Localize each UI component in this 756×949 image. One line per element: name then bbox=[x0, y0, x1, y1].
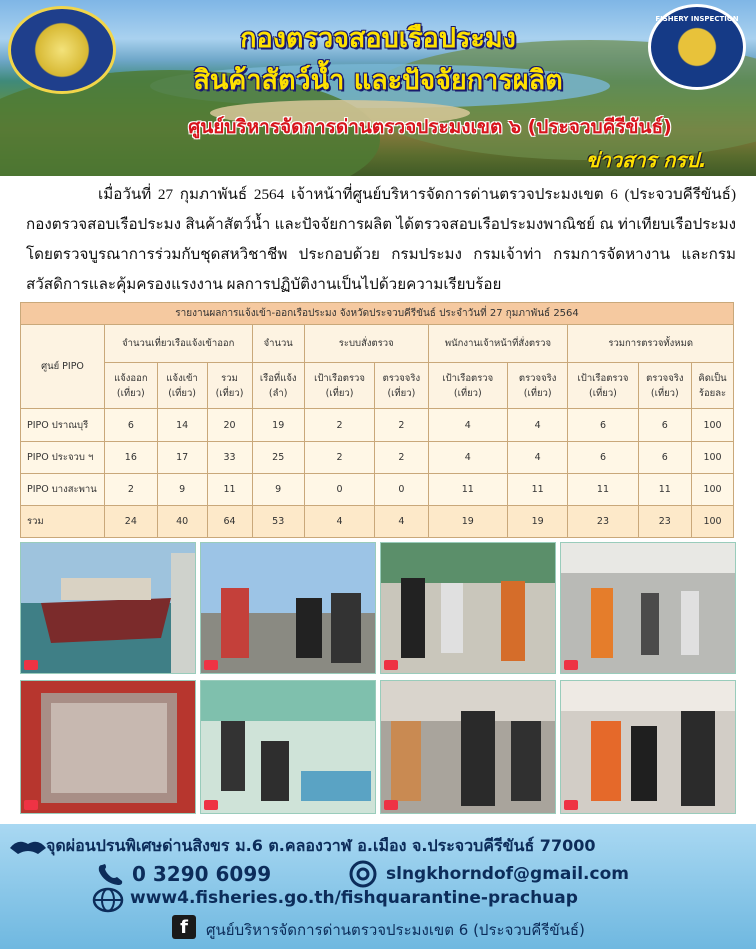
sub-header bbox=[157, 363, 207, 409]
header-label: (ลำ) bbox=[268, 387, 288, 399]
group-total-header: รวมการตรวจทั้งหมด bbox=[568, 325, 734, 363]
title-line-1: กองตรวจสอบเรือประมง bbox=[240, 23, 516, 54]
table-cell: 100 bbox=[692, 473, 734, 505]
table-cell: 16 bbox=[105, 441, 158, 473]
sub-header bbox=[428, 363, 507, 409]
table-row bbox=[21, 441, 734, 473]
header-label: (เที่ยว) bbox=[116, 387, 145, 399]
table-cell: 2 bbox=[304, 409, 374, 441]
table-cell: 19 bbox=[507, 505, 567, 537]
header-label: แจ้งออก bbox=[114, 372, 148, 384]
table-cell: 9 bbox=[252, 473, 304, 505]
table-cell: 11 bbox=[428, 473, 507, 505]
table-cell: 100 bbox=[692, 441, 734, 473]
title-line-2: สินค้าสัตว์น้ำ และปัจจัยการผลิต bbox=[193, 65, 563, 96]
table-cell: 11 bbox=[568, 473, 638, 505]
table-cell: 2 bbox=[304, 441, 374, 473]
table-cell: 20 bbox=[207, 409, 252, 441]
sub-header bbox=[375, 363, 428, 409]
group-officer-header: พนักงานเจ้าหน้าที่สั่งตรวจ bbox=[428, 325, 568, 363]
header-label: ตรวจจริง bbox=[646, 372, 684, 384]
header-label: รวม bbox=[221, 372, 238, 384]
header-label: คิดเป็น bbox=[698, 372, 727, 384]
table-cell: 4 bbox=[428, 441, 507, 473]
interview-illustration bbox=[561, 681, 736, 814]
sub-header bbox=[692, 363, 734, 409]
header-label: (เที่ยว) bbox=[215, 387, 244, 399]
photo-officers-checking-documents-on-pier bbox=[200, 542, 376, 674]
handshake-icon bbox=[8, 834, 48, 858]
table-cell: 4 bbox=[375, 505, 428, 537]
email-text[interactable]: slngkhorndof@gmail.com bbox=[386, 864, 629, 884]
table-cell: 64 bbox=[207, 505, 252, 537]
header-label: แจ้งเข้า bbox=[166, 372, 198, 384]
sub-header bbox=[252, 363, 304, 409]
sub-header bbox=[105, 363, 158, 409]
location-flag-icon bbox=[564, 800, 578, 810]
report-table bbox=[20, 302, 734, 538]
table-cell: PIPO บางสะพาน bbox=[21, 473, 105, 505]
sub-header bbox=[638, 363, 691, 409]
table-cell: PIPO ปราณบุรี bbox=[21, 409, 105, 441]
table-cell: 6 bbox=[568, 441, 638, 473]
shelter-illustration bbox=[561, 543, 736, 674]
header-label: ตรวจจริง bbox=[518, 372, 557, 384]
location-flag-icon bbox=[204, 660, 218, 670]
table-cell: 11 bbox=[507, 473, 567, 505]
table-cell: 17 bbox=[157, 441, 207, 473]
facebook-icon[interactable]: f bbox=[172, 915, 196, 939]
table-cell: รวม bbox=[21, 505, 105, 537]
table-cell: 100 bbox=[692, 505, 734, 537]
photo-officers-with-crew-on-dock bbox=[380, 542, 556, 674]
table-cell: 25 bbox=[252, 441, 304, 473]
header-label: (เที่ยว) bbox=[589, 387, 617, 399]
sub-header bbox=[207, 363, 252, 409]
dock-illustration bbox=[381, 543, 556, 674]
table-cell: 11 bbox=[207, 473, 252, 505]
table-cell: 2 bbox=[375, 409, 428, 441]
sub-header bbox=[304, 363, 374, 409]
table-cell: 14 bbox=[157, 409, 207, 441]
facebook-page-name[interactable]: ศูนย์บริหารจัดการด่านตรวจประมงเขต 6 (ประจวบคีรีขันธ์) bbox=[206, 921, 585, 939]
table-cell: 0 bbox=[375, 473, 428, 505]
location-flag-icon bbox=[564, 660, 578, 670]
officers-illustration bbox=[201, 543, 376, 674]
header-label: เป้าเรือตรวจ bbox=[314, 372, 365, 384]
table-cell: 19 bbox=[428, 505, 507, 537]
office-illustration bbox=[201, 681, 376, 814]
photo-officers-at-inspection-office bbox=[200, 680, 376, 814]
header-label: (เที่ยว) bbox=[650, 387, 679, 399]
address-text: จุดผ่อนปรนพิเศษด่านสิงขร ม.6 ต.คลองวาฬ อ.เมือง จ.ประจวบคีรีขันธ์ 77000 bbox=[46, 836, 596, 855]
fishery-inspection-seal-icon bbox=[648, 4, 746, 90]
seal-text: FISHERY INSPECTION bbox=[655, 15, 739, 23]
group-system-header: ระบบสั่งตรวจ bbox=[304, 325, 428, 363]
contact-footer bbox=[0, 824, 756, 949]
table-row bbox=[21, 473, 734, 505]
table-cell: 0 bbox=[304, 473, 374, 505]
table-cell: 4 bbox=[428, 409, 507, 441]
table-cell: 53 bbox=[252, 505, 304, 537]
news-tag: ข่าวสาร กรป. bbox=[586, 148, 707, 172]
location-flag-icon bbox=[204, 800, 218, 810]
header-label: (เที่ยว) bbox=[453, 387, 482, 399]
table-cell: 23 bbox=[638, 505, 691, 537]
header-label: เรือที่แจ้ง bbox=[259, 372, 297, 384]
table-cell: 6 bbox=[105, 409, 158, 441]
table-cell: 4 bbox=[304, 505, 374, 537]
table-total-row bbox=[21, 505, 734, 537]
table-cell: 2 bbox=[375, 441, 428, 473]
group-count-header: จำนวน bbox=[252, 325, 304, 363]
table-cell: 4 bbox=[507, 409, 567, 441]
table-cell: 6 bbox=[638, 409, 691, 441]
title-line-3: ศูนย์บริหารจัดการด่านตรวจประมงเขต ๖ (ประจวบคีรีขันธ์) bbox=[188, 116, 672, 138]
location-flag-icon bbox=[24, 800, 38, 810]
location-flag-icon bbox=[384, 660, 398, 670]
photo-fish-catch-in-hold bbox=[20, 680, 196, 814]
website-link[interactable]: www4.fisheries.go.th/fishquarantine-prachuap bbox=[130, 888, 578, 908]
sub-header bbox=[568, 363, 638, 409]
table-cell: 19 bbox=[252, 409, 304, 441]
table-cell: 24 bbox=[105, 505, 158, 537]
col-center-header: ศูนย์ PIPO bbox=[21, 325, 105, 409]
location-flag-icon bbox=[24, 660, 38, 670]
sub-header bbox=[507, 363, 567, 409]
table-cell: 100 bbox=[692, 409, 734, 441]
email-at-icon bbox=[348, 860, 378, 888]
photo-officers-inspecting-crew bbox=[380, 680, 556, 814]
department-seal-icon bbox=[8, 6, 116, 94]
table-cell: 40 bbox=[157, 505, 207, 537]
photo-officers-interviewing-crew bbox=[560, 680, 736, 814]
photo-crew-lined-up-under-shelter bbox=[560, 542, 736, 674]
header-label: เป้าเรือตรวจ bbox=[442, 372, 494, 384]
header-label: เป้าเรือตรวจ bbox=[577, 372, 629, 384]
group-trips-header: จำนวนเที่ยวเรือแจ้งเข้าออก bbox=[105, 325, 253, 363]
header-label: (เที่ยว) bbox=[168, 387, 197, 399]
boat-illustration bbox=[21, 543, 196, 674]
header-label: (เที่ยว) bbox=[523, 387, 552, 399]
header-label: ตรวจจริง bbox=[382, 372, 421, 384]
news-paragraph: เมื่อวันที่ 27 กุมภาพันธ์ 2564 เจ้าหน้าที่ศูนย์บริหารจัดการด่านตรวจประมงเขต 6 (ประจวบคีรีขันธ์) กองตรวจสอบเรือประมง สินค้าสัตว์น้ำ และปัจจัยการผลิต ได้ตรวจสอบเรือประมงพาณิชย์ ณ ท่าเทียบเรือประมง โดยตรวจบูรณาการร่วมกับชุดสหวิชาชีพ ประกอบด้วย กรมประมง กรมเจ้าท่า กรมการจัดหางาน และกรมสวัสดิการและคุ้มครองแรงงาน ผลการปฏิบัติงานเป็นไปด้วยความเรียบร้อย bbox=[26, 186, 736, 293]
table-cell: 9 bbox=[157, 473, 207, 505]
header-banner bbox=[0, 0, 756, 176]
location-flag-icon bbox=[384, 800, 398, 810]
table-cell: 4 bbox=[507, 441, 567, 473]
header-label: (เที่ยว) bbox=[387, 387, 416, 399]
table-cell: 11 bbox=[638, 473, 691, 505]
phone-text[interactable]: 0 3290 6099 bbox=[132, 862, 272, 886]
table-caption: รายงานผลการแจ้งเข้า-ออกเรือประมง จังหวัดประจวบคีรีขันธ์ ประจำวันที่ 27 กุมภาพันธ์ 2564 bbox=[21, 303, 734, 325]
table-cell: 33 bbox=[207, 441, 252, 473]
fish-catch-illustration bbox=[21, 681, 196, 814]
www-globe-icon bbox=[92, 887, 124, 913]
table-row bbox=[21, 409, 734, 441]
table-cell: 6 bbox=[638, 441, 691, 473]
photo-fishing-boat-at-pier bbox=[20, 542, 196, 674]
phone-icon bbox=[96, 861, 126, 887]
table-cell: 6 bbox=[568, 409, 638, 441]
header-label: (เที่ยว) bbox=[325, 387, 354, 399]
table-cell: 2 bbox=[105, 473, 158, 505]
photo-gallery bbox=[20, 542, 736, 818]
table-cell: 23 bbox=[568, 505, 638, 537]
table-cell: PIPO ประจวบ ฯ bbox=[21, 441, 105, 473]
inspection-illustration bbox=[381, 681, 556, 814]
header-label: ร้อยละ bbox=[698, 387, 727, 399]
